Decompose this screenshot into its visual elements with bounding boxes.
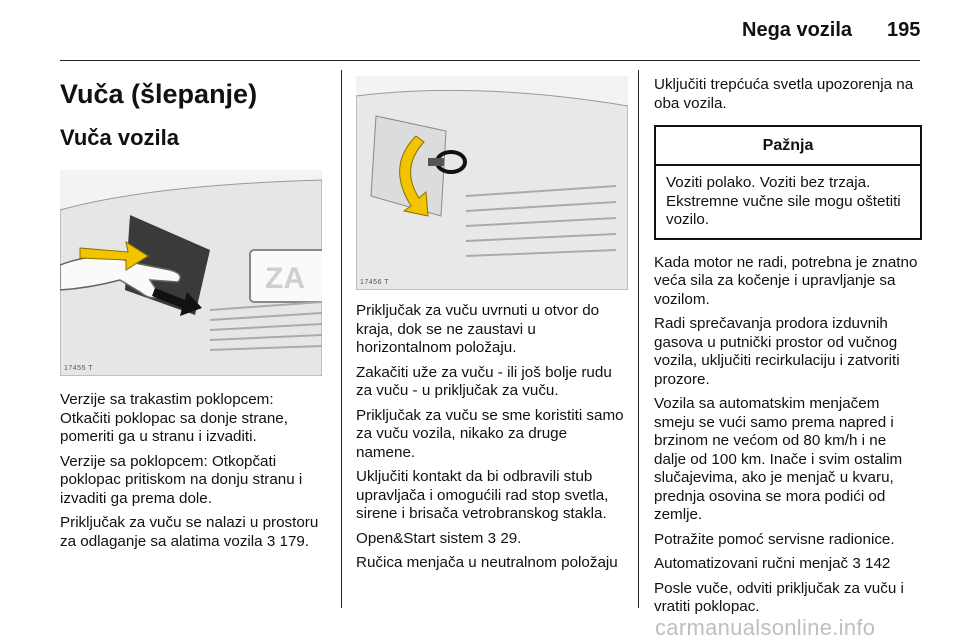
- paragraph: Zakačiti uže za vuču - ili još bolje rudu za vuču - u priključak za vuču.: [356, 363, 612, 399]
- section-title: Nega vozila: [742, 19, 853, 41]
- column-1: [60, 70, 322, 557]
- column-3: [654, 70, 922, 623]
- paragraph: Uključiti trepćuća svetla upozorenja na oba vozila.: [654, 76, 914, 112]
- paragraph: Posle vuče, odviti priključak za vuču i vratiti poklopac.: [654, 579, 904, 615]
- paragraph: Vozila sa automatskim menjačem smeju se vući samo prema napred i brzinom ne većom od 80 km/h i ne dalje od 100 km. Inače i svim ostalim slučajevima, ako je menjač u kvaru, prednja osovina se mora podići od zemlje.: [654, 395, 903, 523]
- paragraph: Uključiti kontakt da bi odbravili stub upravljača i omogućili rad stop svetla, sirene i brisača vetrobranskog stakla.: [356, 468, 609, 522]
- text-block: [356, 302, 628, 573]
- paragraph: Priključak za vuču se nalazi u prostoru za odlaganje sa alatima vozila 3 179.: [60, 514, 319, 550]
- paragraph: Priključak za vuču se sme koristiti samo za vuču vozila, nikako za druge namene.: [356, 406, 624, 461]
- paragraph: Verzije sa poklopcem: Otkopčati poklopac pritiskom na donju stranu i izvaditi ga prema dole.: [60, 452, 303, 507]
- warning-box: [654, 125, 922, 240]
- paragraph: Automatizovani ručni menjač 3 142: [654, 555, 891, 572]
- section-heading: Vuča vozila: [60, 125, 180, 150]
- paragraph: Open&Start sistem 3 29.: [356, 529, 522, 547]
- figure-id: 17455 T: [64, 365, 94, 372]
- column-2: [356, 70, 628, 579]
- column-divider: [341, 70, 342, 608]
- svg-text:ZA: ZA: [265, 262, 305, 295]
- warning-title: Pažnja: [656, 127, 920, 166]
- tow-eye-illustration: [356, 76, 628, 290]
- page-header: [0, 0, 960, 58]
- paragraph: Priključak za vuču uvrnuti u otvor do kraja, dok se ne zaustavi u horizontalnom položaju.: [356, 302, 600, 356]
- chapter-heading: Vuča (šlepanje): [60, 79, 258, 109]
- paragraph: Radi sprečavanja prodora izduvnih gasova u putnički prostor od vučnog vozila, uključiti recirkulaciju i zatvoriti prozore.: [654, 315, 900, 388]
- figure-cover-removal: [60, 170, 322, 376]
- figure-tow-eye: [356, 76, 628, 290]
- watermark: carmanualsonline.info: [655, 615, 876, 640]
- text-block: [60, 391, 322, 551]
- figure-id: 17456 T: [360, 279, 390, 286]
- paragraph: Kada motor ne radi, potrebna je znatno veća sila za kočenje i upravljanje sa vozilom.: [654, 253, 918, 308]
- paragraph: Verzije sa trakastim poklopcem: Otkačiti poklopac sa donje strane, pomeriti ga u stranu i izvaditi.: [60, 391, 288, 445]
- paragraph: Ručica menjača u neutralnom položaju: [356, 554, 618, 571]
- page-number: 195: [887, 19, 921, 41]
- header-rule: [60, 60, 920, 61]
- text-block: [654, 254, 922, 617]
- warning-body: Voziti polako. Voziti bez trzaja. Ekstremne vučne sile mogu oštetiti vozilo.: [666, 174, 901, 228]
- paragraph: Potražite pomoć servisne radionice.: [654, 530, 895, 548]
- bumper-cover-illustration: [60, 170, 322, 376]
- column-divider: [638, 70, 639, 608]
